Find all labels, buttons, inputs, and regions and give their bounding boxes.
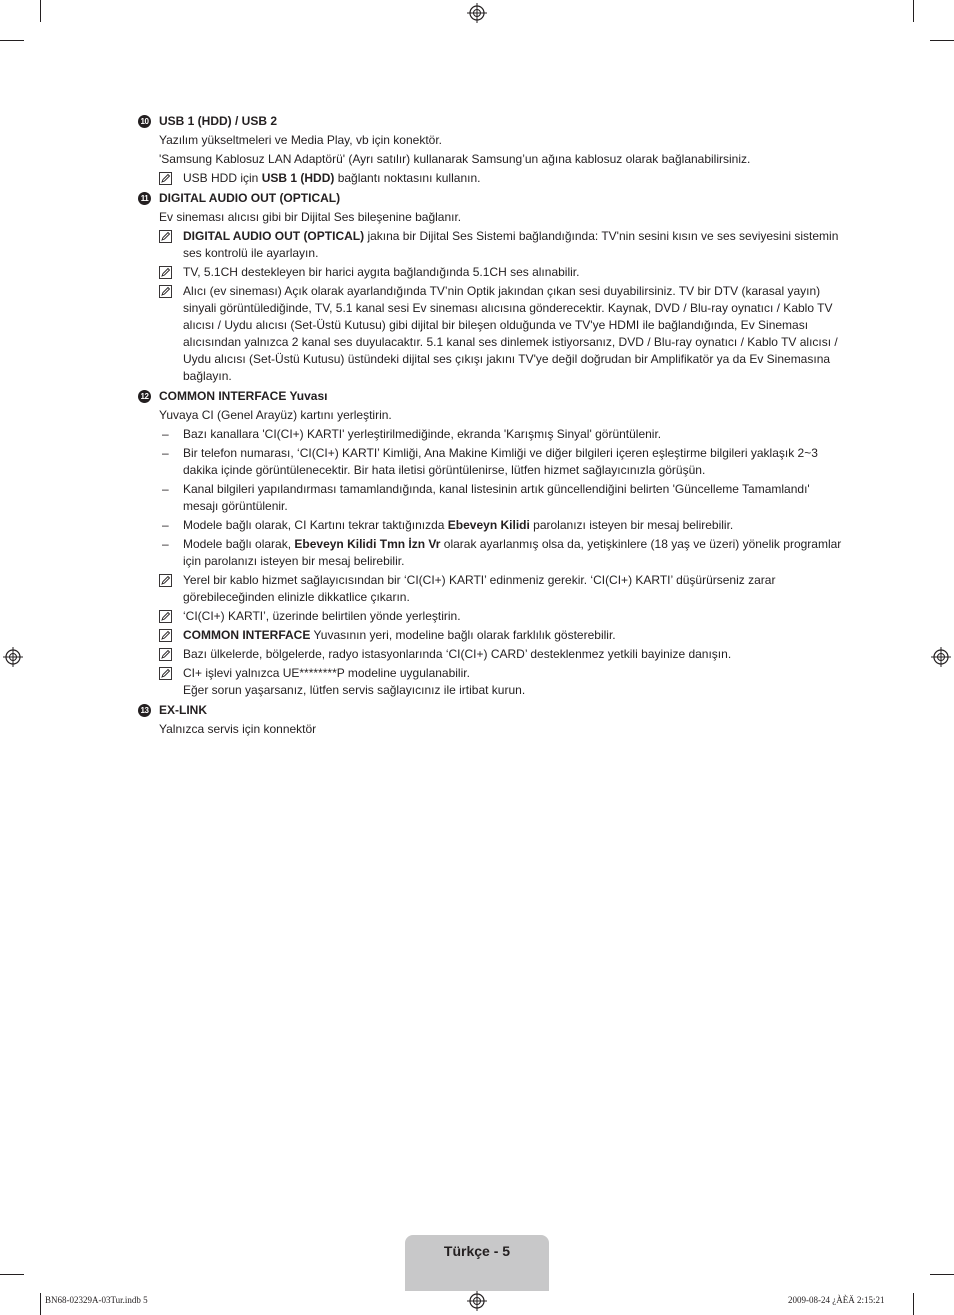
crop-mark [913,1293,914,1315]
dash-mark: – [162,518,169,532]
section-heading [138,113,842,130]
note-bold: USB 1 (HDD) [261,171,335,185]
section-heading [138,388,842,405]
paragraph: Ev sineması alıcısı gibi bir Dijital Ses bileşenine bağlanır. [159,210,462,224]
dash-text: olarak ayarlanmış olsa da, yetişkinlere (18 yaş ve üzeri) yönelik programlar için parolanızı isteyen bir mesaj belirebilir. [183,537,842,568]
note-item [138,572,842,606]
registration-mark-icon [467,1291,487,1311]
note-pencil-icon [159,172,172,185]
note-pencil-icon [159,574,172,587]
section-heading [138,190,842,207]
paragraph: Yazılım yükseltmeleri ve Media Play, vb için konektör. [159,133,442,147]
note-text: Alıcı (ev sineması) Açık olarak ayarlandığında TV’nin Optik jakından çıkan sesi duyabilirsiniz. TV bir DTV (karasal yayın) sinyali görüntülediğinde, TV, 5.1 kanal sesi Ev sineması alıcısına gönderecektir. Kaynak, DVD / Blu-ray oynatıcı / Kablo TV alıcısı / Uydu alıcısı (Set-Üstü Kutusu) gibi dijital bir bileşen olduğunda ve TV'ye HDMI ile bağlandığında, Ev Sineması alıcısından yalnızca 2 kanal ses duyulacaktır. 5.1 kanal ses dinlemek istiyorsanız, DVD / Blu-ray oynatıcı / Kablo TV alıcısı / Uydu alıcısı (Set-Üstü Kutusu) üstündeki dijital ses çıkışı jakını TV'ye değil doğrudan bir Amplifikatör ya da Ev Sinemasına bağlayın. [183,284,838,383]
dash-text: parolanızı isteyen bir mesaj belirebilir. [529,518,734,532]
dash-mark: – [162,537,169,551]
registration-mark-icon [467,3,487,23]
dash-text: Modele bağlı olarak, [183,537,295,551]
section-heading [138,702,842,719]
note-pencil-icon [159,266,172,279]
crop-mark [930,1274,954,1275]
section-title: DIGITAL AUDIO OUT (OPTICAL) [159,191,341,205]
crop-mark [40,0,41,22]
dash-mark: – [162,446,169,460]
paragraph: 'Samsung Kablosuz LAN Adaptörü' (Ayrı satılır) kullanarak Samsung’un ağına kablosuz olarak bağlanabilirsiniz. [159,152,751,166]
crop-mark [0,40,24,41]
note-item [138,627,842,644]
note-pencil-icon [159,230,172,243]
crop-mark [0,1274,24,1275]
paragraph: Yuvaya CI (Genel Arayüz) kartını yerleştirin. [159,408,392,422]
note-text: Yuvasının yeri, modeline bağlı olarak farklılık gösterebilir. [310,628,616,642]
crop-mark [913,0,914,22]
dash-text: Bir telefon numarası, ‘CI(CI+) KARTI’ Kimliği, Ana Makine Kimliği ve diğer bilgileri içeren eşleştirme bilgileri yaklaşık 2~3 dakika içinde görüntülenecektir. Bir hata iletisi görüntülenirse, lütfen hizmet sağlayıcınızla görüşün. [183,446,818,477]
note-item [138,170,842,187]
note-text: TV, 5.1CH destekleyen bir harici aygıta bağlandığında 5.1CH ses alınabilir. [183,265,580,279]
section-number-icon: 12 [138,390,151,403]
section-title: USB 1 (HDD) / USB 2 [159,114,278,128]
note-text: CI+ işlevi yalnızca UE********P modeline uygulanabilir. [183,666,470,680]
crop-mark [40,1293,41,1315]
note-pencil-icon [159,667,172,680]
page-content [138,110,842,738]
section-number-icon: 11 [138,192,151,205]
note-item [138,264,842,281]
dash-text: Kanal bilgileri yapılandırması tamamlandığında, kanal listesinin artık güncellendiğini belirten 'Güncelleme Tamamlandı' mesajı görüntülenir. [183,482,810,513]
paragraph: Yalnızca servis için konnektör [159,722,317,736]
note-text: Eğer sorun yaşarsanız, lütfen servis sağlayıcınız ile irtibat kurun. [183,683,526,697]
note-pencil-icon [159,648,172,661]
note-pencil-icon [159,629,172,642]
note-bold: DIGITAL AUDIO OUT (OPTICAL) [183,229,365,243]
crop-mark [930,40,954,41]
note-item [138,608,842,625]
note-text: Bazı ülkelerde, bölgelerde, radyo istasyonlarında ‘CI(CI+) CARD’ desteklenmez yetkili bayinize danışın. [183,647,732,661]
section-title: EX-LINK [159,703,207,717]
section-title: COMMON INTERFACE Yuvası [159,389,328,403]
dash-item [138,445,842,479]
section-number-icon: 10 [138,115,151,128]
dash-item [138,481,842,515]
dash-bold: Ebeveyn Kilidi Tmn İzn Vr [294,537,441,551]
note-bold: COMMON INTERFACE [183,628,311,642]
dash-mark: – [162,482,169,496]
dash-text: Modele bağlı olarak, CI Kartını tekrar taktığınızda [183,518,448,532]
footer-file-info: BN68-02329A-03Tur.indb 5 [45,1295,148,1305]
note-text: USB HDD için [183,171,262,185]
dash-bold: Ebeveyn Kilidi [447,518,530,532]
section-number-icon: 13 [138,704,151,717]
note-pencil-icon [159,610,172,623]
dash-item [138,517,842,534]
registration-mark-icon [931,647,951,667]
note-text: bağlantı noktasını kullanın. [334,171,481,185]
note-text: ‘CI(CI+) KARTI’, üzerinde belirtilen yönde yerleştirin. [183,609,461,623]
footer-timestamp: 2009-08-24 ¿ÀÈÄ 2:15:21 [788,1295,885,1305]
note-item [138,283,842,385]
page-label: Türkçe - 5 [443,1243,511,1259]
dash-mark: – [162,427,169,441]
note-item [138,646,842,663]
registration-mark-icon [3,647,23,667]
dash-item [138,536,842,570]
page-number-tab [405,1235,549,1291]
note-text: jakına bir Dijital Ses Sistemi bağlandığında: TV'nin sesini kısın ve ses seviyesini sistemin ses kontrolü ile ayarlayın. [183,229,839,260]
dash-item [138,426,842,443]
note-item [138,665,842,699]
dash-text: Bazı kanallara 'CI(CI+) KARTI' yerleştirilmediğinde, ekranda 'Karışmış Sinyal' görüntülenir. [183,427,662,441]
note-item [138,228,842,262]
note-text: Yerel bir kablo hizmet sağlayıcısından bir ‘CI(CI+) KARTI’ edinmeniz gerekir. ‘CI(CI+) KARTI’ düşürürseniz zarar görebileceğinden elinizle dikkatlice çıkarın. [183,573,776,604]
note-pencil-icon [159,285,172,298]
